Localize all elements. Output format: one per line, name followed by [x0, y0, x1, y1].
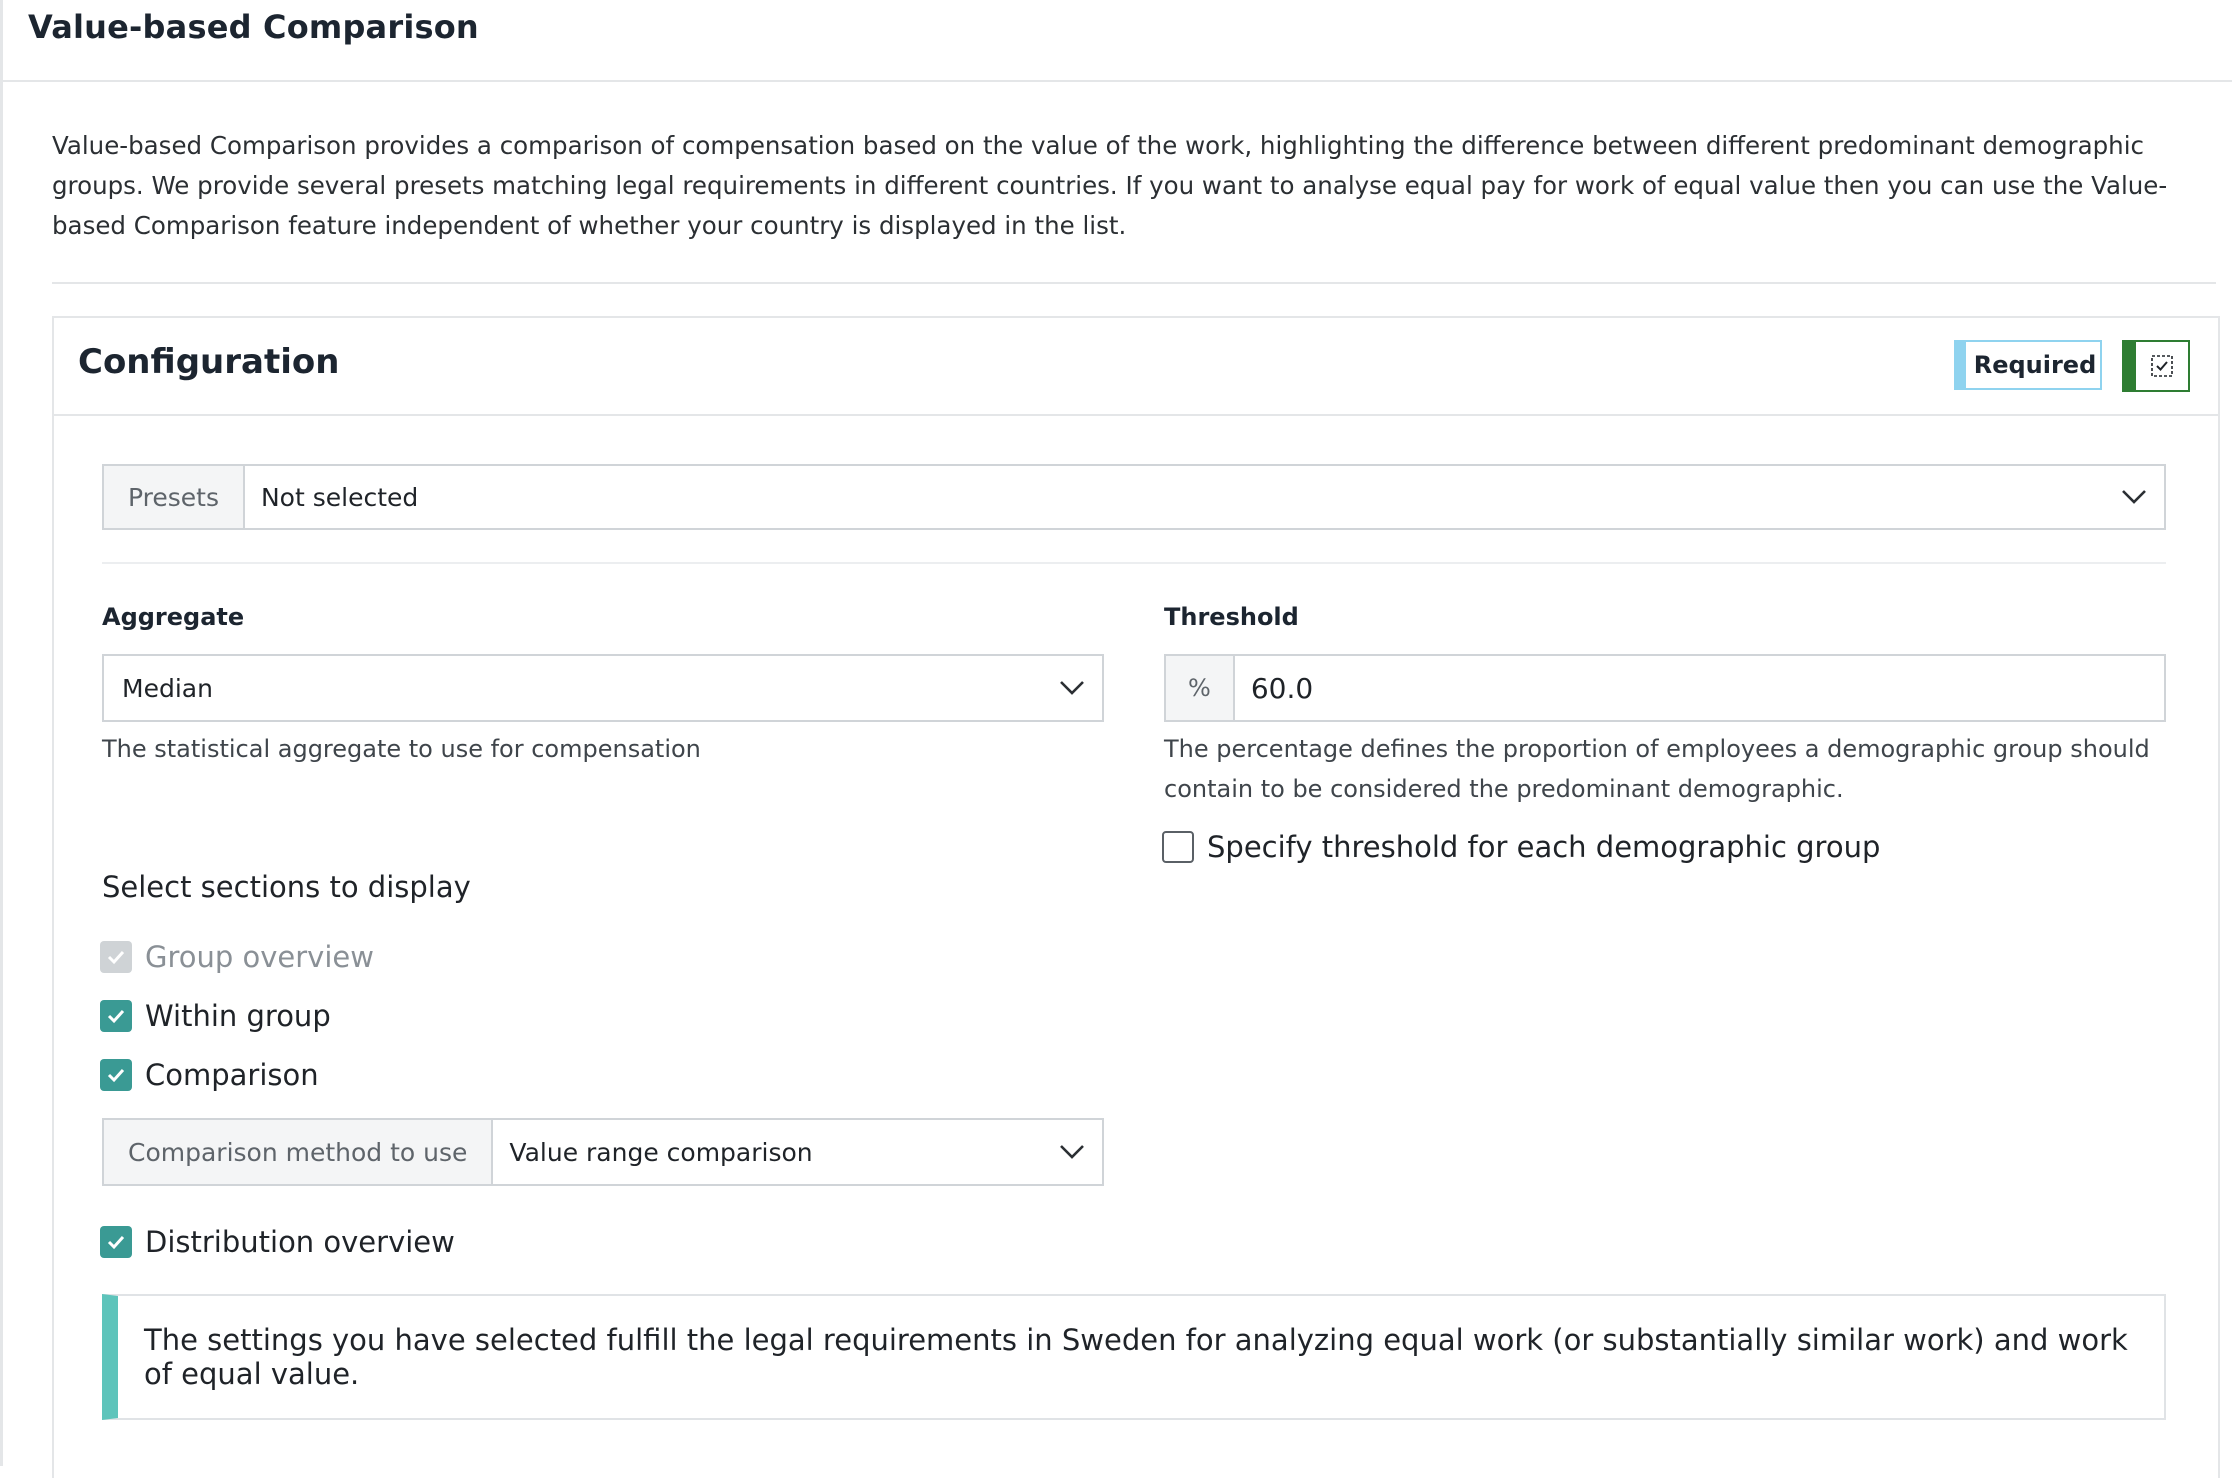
chevron-down-icon	[1042, 1120, 1102, 1184]
check-icon	[100, 1059, 132, 1091]
per-group-threshold-label: Specify threshold for each demographic group	[1207, 830, 1881, 864]
threshold-help: The percentage defines the proportion of employees a demographic group should contain to be considered the predominant demographic.	[1164, 735, 2150, 803]
configuration-header	[54, 318, 2218, 416]
group-overview-checkbox[interactable]	[100, 940, 374, 974]
aggregate-select[interactable]	[102, 654, 1104, 722]
configuration-title: Configuration	[78, 342, 340, 382]
threshold-label: Threshold	[1164, 603, 1299, 631]
checkbox-icon	[1162, 831, 1194, 863]
group-overview-label: Group overview	[145, 940, 374, 974]
chevron-down-icon	[1042, 656, 1102, 720]
comparison-method-label: Comparison method to use	[104, 1120, 493, 1184]
compliance-notice	[102, 1294, 2166, 1420]
comparison-checkbox[interactable]	[100, 1058, 319, 1092]
required-badge: Required	[1954, 340, 2102, 390]
aggregate-help: The statistical aggregate to use for compensation	[102, 735, 701, 763]
aggregate-label: Aggregate	[102, 603, 245, 631]
configuration-panel	[52, 316, 2220, 1478]
enable-toggle-button[interactable]	[2122, 340, 2190, 392]
aggregate-value: Median	[122, 673, 213, 703]
threshold-input[interactable]	[1164, 654, 2166, 722]
comparison-label: Comparison	[145, 1058, 319, 1092]
presets-value: Not selected	[260, 482, 419, 512]
compliance-notice-text: The settings you have selected fulfill the legal requirements in Sweden for analyzing equal work (or substantially similar work) and work of equal value.	[144, 1323, 2128, 1391]
divider	[102, 562, 2166, 564]
comparison-method-value: Value range comparison	[509, 1137, 813, 1167]
percent-addon: %	[1166, 656, 1235, 720]
intro-text: Value-based Comparison provides a comparison of compensation based on the value of the work, highlighting the difference between different predominant demographic groups. We provide several presets matching legal requirements in different countries. If you want to analyse equal pay for work of equal value then you can use the Value-based Comparison feature independent of whether your country is displayed in the list.	[52, 131, 2168, 240]
chevron-down-icon	[2104, 466, 2164, 528]
presets-label: Presets	[104, 466, 245, 528]
check-icon	[100, 941, 132, 973]
page-title: Value-based Comparison	[28, 8, 479, 46]
within-group-label: Within group	[145, 999, 331, 1033]
distribution-overview-checkbox[interactable]	[100, 1225, 455, 1259]
check-icon	[100, 1000, 132, 1032]
threshold-value: 60.0	[1250, 671, 1314, 705]
distribution-overview-label: Distribution overview	[145, 1225, 455, 1259]
checkbox-icon	[2151, 355, 2173, 377]
check-icon	[100, 1226, 132, 1258]
divider	[52, 282, 2216, 284]
title-bar	[3, 0, 2232, 82]
within-group-checkbox[interactable]	[100, 999, 331, 1033]
presets-select[interactable]	[102, 464, 2166, 530]
sections-label: Select sections to display	[102, 870, 471, 904]
per-group-threshold-checkbox[interactable]	[1162, 830, 1880, 864]
comparison-method-select[interactable]	[102, 1118, 1104, 1186]
